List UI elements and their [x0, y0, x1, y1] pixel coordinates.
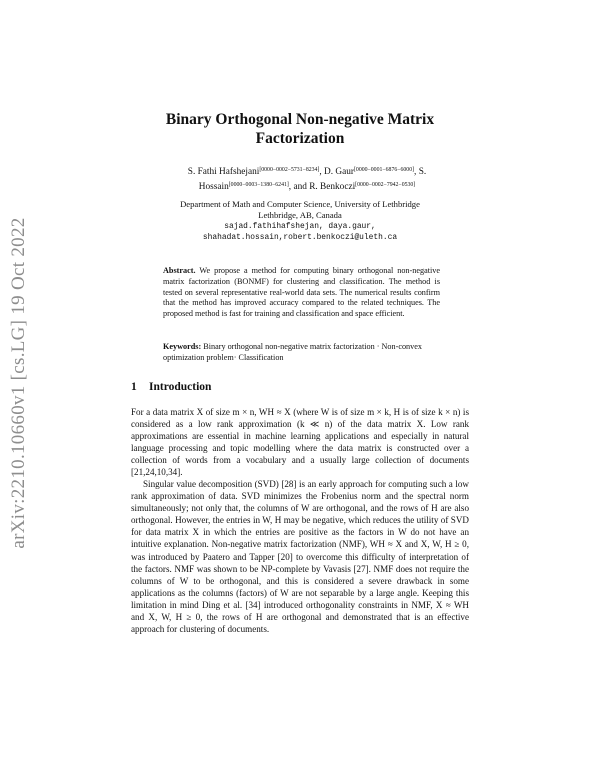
- author-name: R. Benkoczi: [309, 182, 356, 192]
- arxiv-identifier: arXiv:2210.10660v1 [cs.LG] 19 Oct 2022: [8, 216, 29, 549]
- author-name: S. Hossain: [198, 167, 427, 192]
- abstract-text: We propose a method for computing binary orthogonal non-negative matrix factorization (BONMF) for clustering and classification. The method is tested on several representative real-world data sets. The numerical results confirm that the method has improved accuracy compared to the related techniques. The proposed method is fast for training and classification and space efficient.: [163, 266, 440, 319]
- abstract-label: Abstract.: [163, 266, 196, 275]
- abstract-block: [163, 266, 440, 320]
- author-separator: , and: [288, 182, 310, 192]
- section-number: 1: [131, 381, 137, 393]
- email-line-1: sajad.fathihafshejan, daya.gaur,: [224, 222, 376, 231]
- affiliation-location: Lethbridge, AB, Canada: [258, 210, 342, 220]
- author-separator: ,: [414, 167, 419, 177]
- keywords-text: Binary orthogonal non-negative matrix factorization · Non-convex optimization problem· Classification: [163, 342, 422, 362]
- section-heading: [131, 381, 211, 393]
- title-line-1: Binary Orthogonal Non-negative Matrix: [165, 111, 435, 128]
- author-name: D. Gaur: [324, 167, 354, 177]
- arxiv-sidebar: [6, 195, 32, 570]
- paper-title: [120, 110, 480, 148]
- author-orcid: [0000−0002−7942−0530]: [355, 182, 416, 188]
- author-orcid: [0000−0001−6876−6000]: [353, 167, 415, 173]
- keywords-label: Keywords:: [163, 342, 202, 351]
- section-title: Introduction: [149, 381, 212, 393]
- author-name: S. Fathi Hafshejani: [187, 167, 260, 177]
- title-line-2: Factorization: [255, 130, 345, 147]
- author-separator: ,: [319, 167, 325, 177]
- email-line-2: shahadat.hossain,robert.benkoczi@uleth.ca: [202, 233, 398, 242]
- body-paragraph-2: Singular value decomposition (SVD) [28] is an early approach for computing such a low rank approximation of data. SVD minimizes the Frobenius norm and the spectral norm simultaneously; not only that, the columns of W are orthogonal, and the rows of H are also orthogonal. However, the entries in W, H may be negative, which reduces the utility of SVD for data matrix X in which the entries are positive as the factors in W do not have an intuitive explanation. Non-negative matrix factorization (NMF), WH ≈ X and X, W, H ≥ 0, was introduced by Paatero and Tapper [20] to overcome this difficulty of interpretation of the factors. NMF was shown to be NP-complete by Vavasis [27]. NMF does not require the columns of W to be orthogonal, and this is considered a severe drawback in some applications as the columns (factors) of W are not separable by a large angle. Keeping this limitation in mind Ding et al. [34] introduced orthogonality constraints in NMF, X ≈ WH and X, W, H ≥ 0, the rows of H are orthogonal and demonstrated that is an effective approach for clustering of documents.: [131, 479, 469, 635]
- author-orcid: [0000−0003−1380−6241]: [228, 182, 289, 188]
- body-paragraph-1: For a data matrix X of size m × n, WH ≈ X (where W is of size m × k, H is of size k × n) is considered as a low rank approximation (k ≪ n) of the data matrix X. Low rank approximations are essential in machine learning applications and especially in natural language processing and topic modelling where the data matrix is constructed over a collection of words from a vocabulary and a usually large collection of documents [21,24,10,34].: [131, 407, 469, 478]
- author-list: [148, 164, 466, 194]
- affiliation-department: Department of Math and Computer Science, University of Lethbridge: [180, 199, 420, 209]
- keywords-block: [163, 342, 440, 364]
- author-orcid: [0000−0002−5731−8234]: [259, 167, 320, 173]
- affiliation-block: [150, 199, 450, 243]
